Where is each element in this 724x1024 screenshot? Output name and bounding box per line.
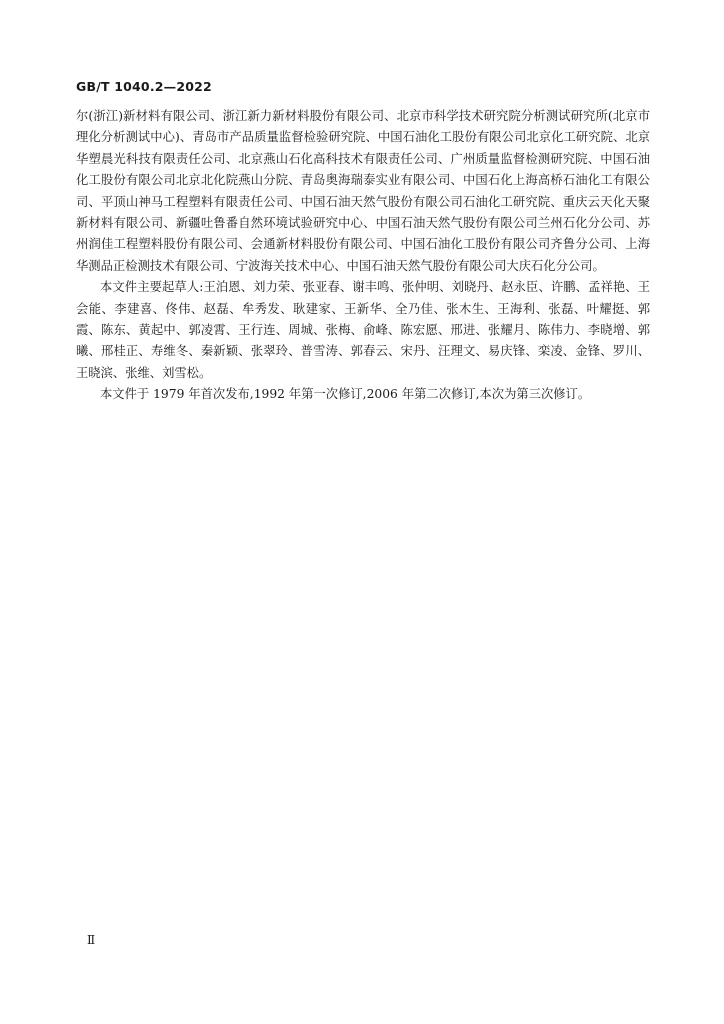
participating-units-paragraph: 尔(浙江)新材料有限公司、浙江新力新材料股份有限公司、北京市科学技术研究院分析测试研究所(北京市理化分析测试中心)、青岛市产品质量监督检验研究院、中国石油化工股份有限公司北京化工研究院、北京华塑晨光科技有限责任公司、北京燕山石化高科技术有限责任公司、广州质量监督检测研究院、中国石油化工股份有限公司北京北化院燕山分院、青岛奥海瑞泰实业有限公司、中国石化上海高桥石油化工有限公司、平顶山神马工程塑料有限责任公司、中国石油天然气股份有限公司石油化工研究院、重庆云天化天聚新材料有限公司、新疆吐鲁番自然环境试验研究中心、中国石油天然气股份有限公司兰州石化分公司、苏州润佳工程塑料股份有限公司、会通新材料股份有限公司、中国石油化工股份有限公司齐鲁分公司、上海华测品正检测技术有限公司、宁波海关技术中心、中国石油天然气股份有限公司大庆石化分公司。 (76, 109, 650, 273)
standard-number-header: GB/T 1040.2—2022 (76, 79, 212, 94)
foreword-body (76, 106, 650, 406)
drafters-paragraph: 本文件主要起草人:王泊恩、刘力荣、张亚春、谢丰鸣、张仲明、刘晓丹、赵永臣、许鹏、孟祥艳、王会能、李建喜、佟伟、赵磊、牟秀发、耿建家、王新华、全乃佳、张木生、王海利、张磊、叶耀挺、郭霞、陈东、黄起中、郭凌霄、王行连、周城、张梅、俞峰、陈宏愿、邢进、张耀月、陈伟力、李晓增、郭曦、邢桂正、寿维冬、秦新颖、张翠玲、普雪涛、郭春云、宋丹、汪理文、易庆锋、栾凌、金锋、罗川、王晓滨、张维、刘雪松。 (76, 280, 650, 380)
page-number: Ⅱ (87, 933, 96, 947)
revision-history-paragraph: 本文件于 1979 年首次发布,1992 年第一次修订,2006 年第二次修订,本次为第三次修订。 (100, 387, 591, 402)
